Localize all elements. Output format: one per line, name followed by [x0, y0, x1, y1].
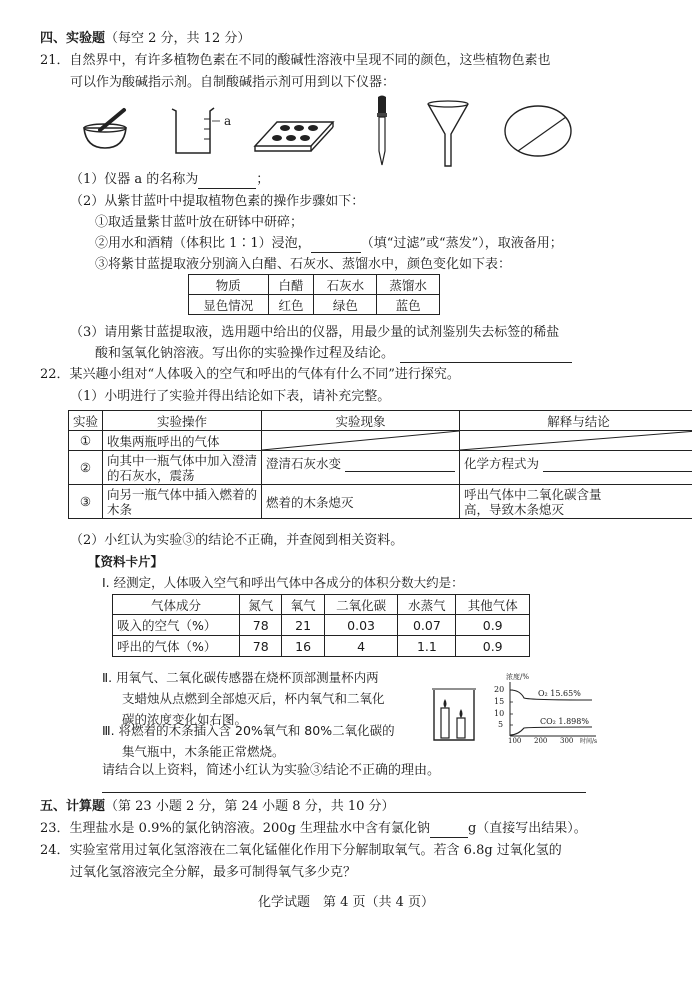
q21-part1-text: （1）仪器 a 的名称为 [70, 172, 199, 187]
q21-answer-blank-1[interactable] [198, 188, 256, 189]
graph-xunit: 时间/s [580, 738, 598, 745]
q21-part2: （2）从紫甘蓝叶中提取植物色素的操作步骤如下： [70, 194, 365, 209]
experiment-header-cell: 实验 [69, 411, 103, 431]
q24-text-1: 实验室常用过氧化氢溶液在二氧化锰催化作用下分解制取氧气。若含 6.8g 过氧化氢的 [69, 843, 562, 858]
q21-part1 [70, 171, 269, 189]
q21-step2-end: （填“过滤”或“蒸发”），取液备用； [360, 236, 563, 251]
q22-text-1: 某兴趣小组对“人体吸入的空气和呼出的气体有什么不同”进行探究。 [69, 367, 460, 382]
gas-cell: 0.9 [456, 636, 530, 657]
section5-heading [40, 798, 395, 816]
gas-cell: 呼出的气体（%） [113, 636, 240, 657]
experiment-operation-line: 向其中一瓶气体中加入澄清 [107, 452, 258, 468]
q22-ask: 请结合以上资料，简述小红认为实验③结论不正确的理由。 [102, 763, 441, 778]
graph-ytick-20: 20 [494, 685, 505, 694]
experiment-conclusion-text: 化学方程式为 [464, 456, 540, 471]
graph-ytick-5: 5 [498, 720, 504, 729]
gas-cell: 78 [240, 615, 282, 636]
dropper-icon [372, 95, 392, 167]
info-card-3-line1: Ⅲ. 将燃着的木条插入含 20%氧气和 80%二氧化碳的 [102, 723, 395, 738]
q22-line1 [40, 366, 460, 384]
graph-xtick-200: 200 [534, 737, 548, 745]
graph-xtick-100: 100 [508, 737, 522, 745]
color-table-cell: 显色情况 [189, 295, 269, 315]
gas-header-cell: 其他气体 [456, 595, 530, 615]
experiment-conclusion-line: 高，导致木条熄灭 [464, 501, 565, 517]
q22-answer-line[interactable] [102, 792, 586, 793]
q22-answer-blank-2[interactable] [543, 465, 692, 472]
q23-text-end: g（直接写出结果）。 [467, 821, 587, 836]
graph-o2-label: O₂ 15.65% [538, 689, 581, 698]
q21-step2-text: ②用水和酒精（体积比 1∶1）浸泡， [95, 236, 311, 251]
graph-ylabel: 浓度/% [506, 673, 530, 681]
q21-line1 [40, 52, 551, 70]
graph-ytick-15: 15 [494, 697, 505, 706]
experiment-table [68, 410, 692, 519]
funnel-icon [425, 100, 471, 168]
q21-step3: ③将紫甘蓝提取液分别滴入白醋、石灰水、蒸馏水中，颜色变化如下表： [95, 257, 512, 272]
gas-header-cell: 氧气 [282, 595, 324, 615]
experiment-phenomenon [262, 451, 460, 485]
q24-number: 24． [40, 843, 70, 858]
experiment-operation [103, 451, 262, 485]
q21-step1: ①取适量紫甘蓝叶放在研钵中研碎； [95, 215, 304, 230]
info-card-2-line3: 碳的浓度变化如右图。 [122, 712, 248, 727]
color-table-row-2 [189, 295, 440, 315]
spot-plate-icon [253, 116, 335, 156]
graph-ytick-10: 10 [494, 709, 505, 718]
q24-line1 [40, 842, 562, 860]
q24-text-2: 过氧化氢溶液完全分解，最多可制得氧气多少克？ [70, 865, 357, 880]
info-card-title: 【资料卡片】 [88, 554, 164, 569]
gas-table-row [113, 615, 530, 636]
gas-cell: 吸入的空气（%） [113, 615, 240, 636]
experiment-operation [103, 485, 262, 519]
color-table [188, 274, 440, 315]
gas-cell: 1.1 [398, 636, 456, 657]
section5-title: 五、计算题 [40, 799, 106, 814]
info-card-2-line1: Ⅱ. 用氧气、二氧化碳传感器在烧杯顶部测量杯内两 [102, 670, 379, 685]
experiment-row-2 [69, 451, 692, 485]
gas-table-row [113, 636, 530, 657]
experiment-phenomenon: 燃着的木条熄灭 [262, 485, 460, 519]
gas-cell: 4 [324, 636, 398, 657]
info-card-2-line2: 支蜡烛从点燃到全部熄灭后，杯内氧气和二氧化 [122, 691, 385, 706]
q21-part3-text: 酸和氢氧化钠溶液。写出你的实验操作过程及结论。 [95, 346, 395, 361]
section4-score: （每空 2 分，共 12 分） [105, 31, 251, 46]
q21-text-1: 自然界中，有许多植物色素在不同的酸碱性溶液中呈现不同的颜色，这些植物色素也 [69, 53, 551, 68]
q23-text: 生理盐水是 0.9%的氯化钠溶液。200g 生理盐水中含有氯化钠 [69, 821, 430, 836]
graph-xtick-300: 300 [560, 737, 574, 745]
experiment-phenomenon-text: 澄清石灰水变 [266, 456, 342, 471]
graph-co2-label: CO₂ 1.898% [540, 717, 589, 726]
experiment-table-header [69, 411, 692, 431]
beaker-icon [168, 103, 230, 157]
q21-text-2: 可以作为酸碱指示剂。自制酸碱指示剂可用到以下仪器： [70, 75, 396, 90]
experiment-header-cell: 实验现象 [262, 411, 460, 431]
gas-header-cell: 二氧化碳 [324, 595, 398, 615]
gas-cell: 0.03 [324, 615, 398, 636]
experiment-phenomenon-empty [262, 431, 460, 451]
q21-answer-blank-2[interactable] [311, 252, 361, 253]
page-footer: 化学试题 第 4 页（共 4 页） [257, 895, 435, 910]
q22-part1: （1）小明进行了实验并得出结论如下表，请补充完整。 [70, 389, 391, 404]
experiment-conclusion [460, 485, 692, 519]
gas-header-cell: 氮气 [240, 595, 282, 615]
experiment-operation-line: 向另一瓶气体中插入燃着的 [107, 486, 258, 502]
mortar-and-pestle-icon [80, 106, 130, 152]
color-table-cell: 绿色 [314, 295, 377, 315]
q22-answer-blank-1[interactable] [345, 465, 455, 472]
gas-table-header [113, 595, 530, 615]
experiment-conclusion [460, 451, 692, 485]
q23-number: 23． [40, 821, 70, 836]
gas-header-cell: 水蒸气 [398, 595, 456, 615]
section4-heading [40, 30, 250, 48]
q23-answer-blank[interactable] [430, 837, 468, 838]
color-table-cell: 石灰水 [314, 275, 377, 295]
q21-number: 21． [40, 53, 70, 68]
experiment-operation-line: 的石灰水，震荡 [107, 467, 195, 483]
gas-cell: 21 [282, 615, 324, 636]
q23-line [40, 820, 587, 838]
experiment-operation-line: 木条 [107, 501, 133, 517]
color-table-cell: 白醋 [268, 275, 314, 295]
experiment-operation: 收集两瓶呼出的气体 [103, 431, 262, 451]
experiment-no: ② [69, 451, 103, 485]
color-table-cell: 蓝色 [377, 295, 440, 315]
gas-cell: 0.07 [398, 615, 456, 636]
experiment-conclusion-empty [460, 431, 692, 451]
q22-part2: （2）小红认为实验③的结论不正确，并查阅到相关资料。 [70, 533, 404, 548]
q21-part1-end: ； [256, 172, 270, 187]
experiment-no: ① [69, 431, 103, 451]
q21-part3-line2 [95, 345, 572, 363]
experiment-header-cell: 解释与结论 [460, 411, 692, 431]
q21-answer-blank-3[interactable] [400, 362, 572, 363]
gas-header-cell: 气体成分 [113, 595, 240, 615]
color-table-cell: 物质 [189, 275, 269, 295]
gas-cell: 78 [240, 636, 282, 657]
filter-paper-icon [502, 103, 574, 159]
gas-table [112, 594, 530, 657]
q22-number: 22． [40, 367, 70, 382]
candle-beaker-illustration [430, 686, 478, 744]
q21-step2 [95, 235, 563, 253]
experiment-conclusion-line: 呼出气体中二氧化碳含量 [464, 486, 602, 502]
color-table-cell: 红色 [268, 295, 314, 315]
experiment-no: ③ [69, 485, 103, 519]
experiment-header-cell: 实验操作 [103, 411, 262, 431]
beaker-label-a: a [224, 114, 232, 128]
color-table-cell: 蒸馏水 [377, 275, 440, 295]
color-table-row-1 [189, 275, 440, 295]
gas-cell: 0.9 [456, 615, 530, 636]
experiment-row-3 [69, 485, 692, 519]
info-card-1: Ⅰ. 经测定，人体吸入空气和呼出气体中各成分的体积分数大约是： [102, 575, 464, 590]
info-card-3-line2: 集气瓶中，木条能正常燃烧。 [122, 744, 285, 759]
gas-cell: 16 [282, 636, 324, 657]
section4-title: 四、实验题 [40, 31, 106, 46]
section5-score: （第 23 小题 2 分，第 24 小题 8 分，共 10 分） [105, 799, 395, 814]
experiment-row-1 [69, 431, 692, 451]
q21-part3-line1: （3）请用紫甘蓝提取液，选用题中给出的仪器，用最少量的试剂鉴别失去标签的稀盐 [70, 325, 560, 340]
